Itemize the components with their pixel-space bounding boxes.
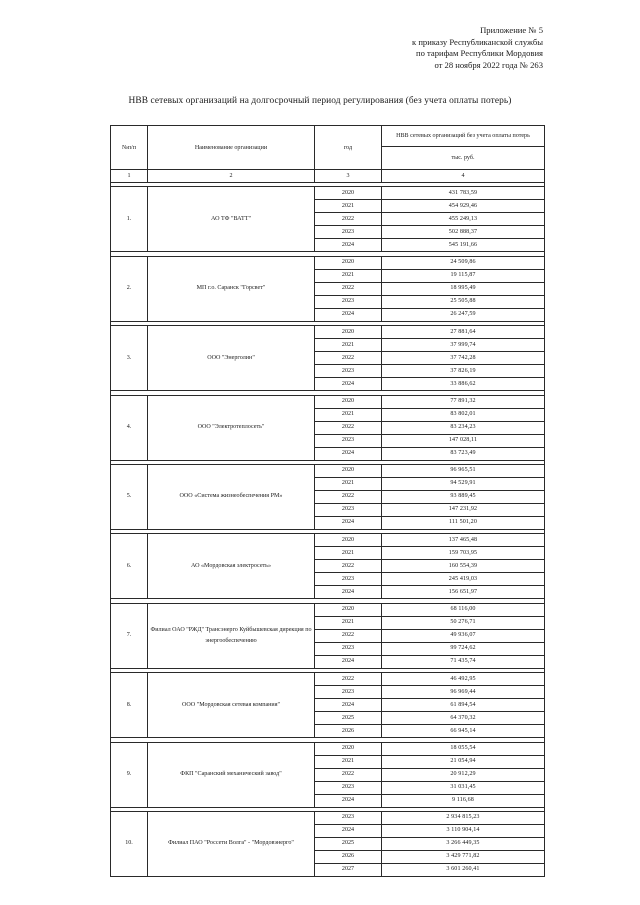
- org-name: Филиал ОАО "РЖД" Трансэнерго Куйбышевская дирекция по энергообеспечению: [148, 603, 315, 668]
- year-cell: 2024: [315, 239, 382, 252]
- value-cell: 25 505,88: [382, 295, 545, 308]
- header-year: год: [315, 126, 382, 170]
- year-cell: 2021: [315, 616, 382, 629]
- year-cell: 2020: [315, 326, 382, 339]
- header-unit: тыс. руб.: [382, 147, 545, 170]
- value-cell: 61 894,54: [382, 699, 545, 712]
- value-cell: 26 247,59: [382, 308, 545, 321]
- year-cell: 2024: [315, 655, 382, 668]
- value-cell: 160 554,39: [382, 560, 545, 573]
- year-cell: 2023: [315, 434, 382, 447]
- year-cell: 2021: [315, 339, 382, 352]
- value-cell: 3 110 904,14: [382, 824, 545, 837]
- value-cell: 545 191,66: [382, 239, 545, 252]
- value-cell: 50 276,71: [382, 616, 545, 629]
- year-cell: 2020: [315, 464, 382, 477]
- approval-line-3: по тарифам Республики Мордовия: [415, 48, 543, 59]
- org-number: 8.: [111, 673, 148, 738]
- value-cell: 502 888,37: [382, 226, 545, 239]
- year-cell: 2021: [315, 408, 382, 421]
- header-nvv: НВВ сетевых организаций без учета оплаты потерь: [382, 126, 545, 147]
- table-row: [111, 187, 545, 200]
- year-cell: 2023: [315, 365, 382, 378]
- column-number-3: 3: [315, 170, 382, 183]
- value-cell: 18 055,54: [382, 742, 545, 755]
- value-cell: 83 802,01: [382, 408, 545, 421]
- column-number-4: 4: [382, 170, 545, 183]
- year-cell: 2021: [315, 755, 382, 768]
- value-cell: 3 601 260,41: [382, 863, 545, 876]
- value-cell: 93 889,45: [382, 490, 545, 503]
- value-cell: 66 945,14: [382, 725, 545, 738]
- table-row: [111, 603, 545, 616]
- approval-line-1: Приложение № 5: [480, 25, 543, 35]
- value-cell: 159 703,95: [382, 547, 545, 560]
- header-organization: Наименование организации: [148, 126, 315, 170]
- value-cell: 18 995,49: [382, 282, 545, 295]
- year-cell: 2024: [315, 378, 382, 391]
- year-cell: 2024: [315, 308, 382, 321]
- year-cell: 2022: [315, 629, 382, 642]
- value-cell: 111 501,20: [382, 516, 545, 529]
- year-cell: 2023: [315, 811, 382, 824]
- value-cell: 454 929,46: [382, 200, 545, 213]
- nvv-table: [110, 125, 545, 877]
- org-name: МП г.о. Саранск "Горсвет": [148, 256, 315, 321]
- org-name: ООО "Электротеплосеть": [148, 395, 315, 460]
- year-cell: 2025: [315, 712, 382, 725]
- org-number: 9.: [111, 742, 148, 807]
- org-number: 6.: [111, 534, 148, 599]
- value-cell: 94 529,91: [382, 477, 545, 490]
- value-cell: 37 826,19: [382, 365, 545, 378]
- value-cell: 3 429 771,82: [382, 850, 545, 863]
- org-number: 5.: [111, 464, 148, 529]
- org-name: ООО "Энерголин": [148, 326, 315, 391]
- value-cell: 49 936,07: [382, 629, 545, 642]
- year-cell: 2021: [315, 547, 382, 560]
- org-number: 7.: [111, 603, 148, 668]
- org-number: 3.: [111, 326, 148, 391]
- year-cell: 2023: [315, 226, 382, 239]
- year-cell: 2025: [315, 837, 382, 850]
- year-cell: 2024: [315, 794, 382, 807]
- value-cell: 137 465,48: [382, 534, 545, 547]
- value-cell: 83 234,23: [382, 421, 545, 434]
- value-cell: 33 886,62: [382, 378, 545, 391]
- year-cell: 2023: [315, 295, 382, 308]
- year-cell: 2021: [315, 269, 382, 282]
- year-cell: 2023: [315, 573, 382, 586]
- value-cell: 156 651,97: [382, 586, 545, 599]
- org-name: ФКП "Саранский механический завод": [148, 742, 315, 807]
- org-number: 1.: [111, 187, 148, 252]
- table-row: [111, 464, 545, 477]
- org-name: ООО "Мордовская сетевая компания": [148, 673, 315, 738]
- org-name: АО «Мордовская электросеть»: [148, 534, 315, 599]
- value-cell: 455 249,13: [382, 213, 545, 226]
- year-cell: 2022: [315, 490, 382, 503]
- value-cell: 21 054,94: [382, 755, 545, 768]
- value-cell: 96 969,44: [382, 686, 545, 699]
- header-number: №п/п: [111, 126, 148, 170]
- year-cell: 2023: [315, 686, 382, 699]
- approval-line-2: к приказу Республиканской службы: [412, 36, 543, 47]
- org-name: ООО «Система жизнеобеспечения РМ»: [148, 464, 315, 529]
- value-cell: 2 934 815,23: [382, 811, 545, 824]
- year-cell: 2024: [315, 586, 382, 599]
- year-cell: 2023: [315, 642, 382, 655]
- value-cell: 96 965,51: [382, 464, 545, 477]
- table-row: [111, 673, 545, 686]
- value-cell: 20 912,29: [382, 768, 545, 781]
- column-number-2: 2: [148, 170, 315, 183]
- table-row: [111, 326, 545, 339]
- value-cell: 245 419,03: [382, 573, 545, 586]
- value-cell: 77 891,32: [382, 395, 545, 408]
- year-cell: 2020: [315, 534, 382, 547]
- year-cell: 2024: [315, 824, 382, 837]
- year-cell: 2020: [315, 603, 382, 616]
- value-cell: 71 435,74: [382, 655, 545, 668]
- year-cell: 2024: [315, 699, 382, 712]
- value-cell: 27 881,64: [382, 326, 545, 339]
- value-cell: 24 509,86: [382, 256, 545, 269]
- table-row: [111, 256, 545, 269]
- year-cell: 2020: [315, 187, 382, 200]
- year-cell: 2027: [315, 863, 382, 876]
- year-cell: 2023: [315, 781, 382, 794]
- value-cell: 3 266 449,35: [382, 837, 545, 850]
- value-cell: 147 028,11: [382, 434, 545, 447]
- year-cell: 2026: [315, 725, 382, 738]
- value-cell: 31 031,45: [382, 781, 545, 794]
- table-row: [111, 395, 545, 408]
- year-cell: 2024: [315, 447, 382, 460]
- value-cell: 68 116,00: [382, 603, 545, 616]
- year-cell: 2021: [315, 200, 382, 213]
- org-number: 4.: [111, 395, 148, 460]
- year-cell: 2022: [315, 352, 382, 365]
- value-cell: 431 783,59: [382, 187, 545, 200]
- year-cell: 2026: [315, 850, 382, 863]
- year-cell: 2022: [315, 560, 382, 573]
- year-cell: 2024: [315, 516, 382, 529]
- year-cell: 2020: [315, 395, 382, 408]
- approval-block: [412, 25, 543, 71]
- year-cell: 2020: [315, 256, 382, 269]
- year-cell: 2020: [315, 742, 382, 755]
- value-cell: 9 116,68: [382, 794, 545, 807]
- org-name: АО ТФ "ВАТТ": [148, 187, 315, 252]
- column-number-1: 1: [111, 170, 148, 183]
- value-cell: 46 492,95: [382, 673, 545, 686]
- year-cell: 2022: [315, 213, 382, 226]
- year-cell: 2022: [315, 673, 382, 686]
- value-cell: 147 231,92: [382, 503, 545, 516]
- year-cell: 2022: [315, 768, 382, 781]
- org-number: 10.: [111, 811, 148, 876]
- value-cell: 19 115,87: [382, 269, 545, 282]
- org-name: Филиал ПАО "Россети Волга" - "Мордовэнерго": [148, 811, 315, 876]
- org-number: 2.: [111, 256, 148, 321]
- value-cell: 99 724,62: [382, 642, 545, 655]
- value-cell: 83 723,49: [382, 447, 545, 460]
- year-cell: 2022: [315, 421, 382, 434]
- value-cell: 37 999,74: [382, 339, 545, 352]
- table-row: [111, 811, 545, 824]
- year-cell: 2023: [315, 503, 382, 516]
- approval-line-4: от 28 ноября 2022 года № 263: [434, 59, 543, 70]
- year-cell: 2021: [315, 477, 382, 490]
- value-cell: 64 370,32: [382, 712, 545, 725]
- document-title: НВВ сетевых организаций на долгосрочный период регулирования (без учета оплаты потерь): [128, 96, 512, 106]
- value-cell: 37 742,28: [382, 352, 545, 365]
- table-row: [111, 742, 545, 755]
- table-body: [111, 183, 545, 877]
- table-row: [111, 534, 545, 547]
- year-cell: 2022: [315, 282, 382, 295]
